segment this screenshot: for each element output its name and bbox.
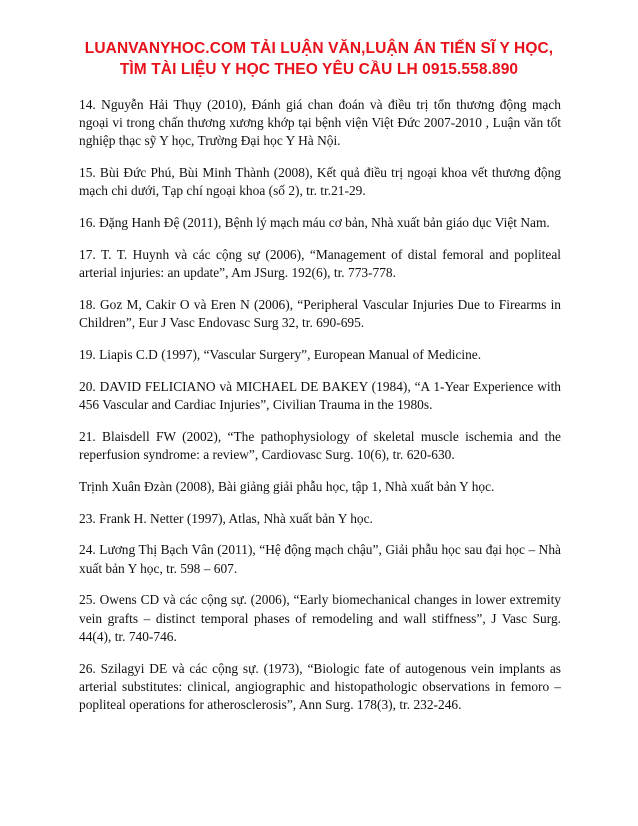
reference-item: 14. Nguyễn Hải Thụy (2010), Đánh giá chan đoán và điều trị tổn thương động mạch ngoại vi trong chấn thương xương khớp tại bệnh viện Việt Đức 2007-2010 , Luận văn tốt nghiệp thạc sỹ Y học, Trường Đại học Y Hà Nội.: [79, 97, 561, 149]
reference-item: 24. Lương Thị Bạch Vân (2011), “Hệ động mạch chậu”, Giải phẫu học sau đại học – Nhà xuất bản Y học, tr. 598 – 607.: [79, 542, 561, 576]
reference-item: 26. Szilagyi DE và các cộng sự. (1973), “Biologic fate of autogenous vein implants as arterial substitutes: clinical, angiographic and histopathologic observations in femoro – popliteal operations for atherosclerosis”, Ann Surg. 178(3), tr. 232-246.: [79, 660, 561, 712]
reference-item: 18. Goz M, Cakir O và Eren N (2006), “Peripheral Vascular Injuries Due to Firearms in Children”, Eur J Vasc Endovasc Surg 32, tr. 690-695.: [79, 297, 561, 331]
reference-item: 20. DAVID FELICIANO và MICHAEL DE BAKEY (1984), “A 1-Year Experience with 456 Vascular and Cardiac Injuries”, Civilian Trauma in the 1980s.: [79, 378, 561, 412]
reference-item: Trịnh Xuân Đzàn (2008), Bài giảng giải phẫu học, tập 1, Nhà xuất bản Y học.: [79, 478, 495, 494]
reference-item: 25. Owens CD và các cộng sự. (2006), “Early biomechanical changes in lower extremity vein grafts – distinct temporal phases of remodeling and wall stiffness”, J Vasc Surg. 44(4), tr. 740-746.: [79, 592, 561, 644]
reference-item: 17. T. T. Huynh và các cộng sự (2006), “Management of distal femoral and popliteal arterial injuries: an update”, Am JSurg. 192(6), tr. 773-778.: [79, 247, 561, 281]
reference-item: 21. Blaisdell FW (2002), “The pathophysiology of skeletal muscle ischemia and the reperfusion syndrome: a review”, Cardiovasc Surg. 10(6), tr. 620-630.: [79, 428, 561, 462]
header-line-2: TÌM TÀI LIỆU Y HỌC THEO YÊU CẦU LH 0915.558.890: [119, 61, 519, 78]
header-line-1: LUANVANYHOC.COM TẢI LUẬN VĂN,LUẬN ÁN TIẾN SĨ Y HỌC,: [84, 40, 554, 57]
reference-item: 23. Frank H. Netter (1997), Atlas, Nhà xuất bản Y học.: [79, 510, 373, 526]
reference-item: 19. Liapis C.D (1997), “Vascular Surgery”, European Manual of Medicine.: [79, 347, 482, 362]
reference-list: [79, 96, 561, 728]
reference-item: 16. Đặng Hanh Đệ (2011), Bệnh lý mạch máu cơ bản, Nhà xuất bản giáo dục Việt Nam.: [79, 215, 550, 231]
reference-item: 15. Bùi Đức Phú, Bùi Minh Thành (2008), Kết quả điều trị ngoại khoa vết thương động mạch chi dưới, Tạp chí ngoại khoa (số 2), tr. tr.21-29.: [79, 165, 561, 199]
page-header: [0, 38, 638, 80]
